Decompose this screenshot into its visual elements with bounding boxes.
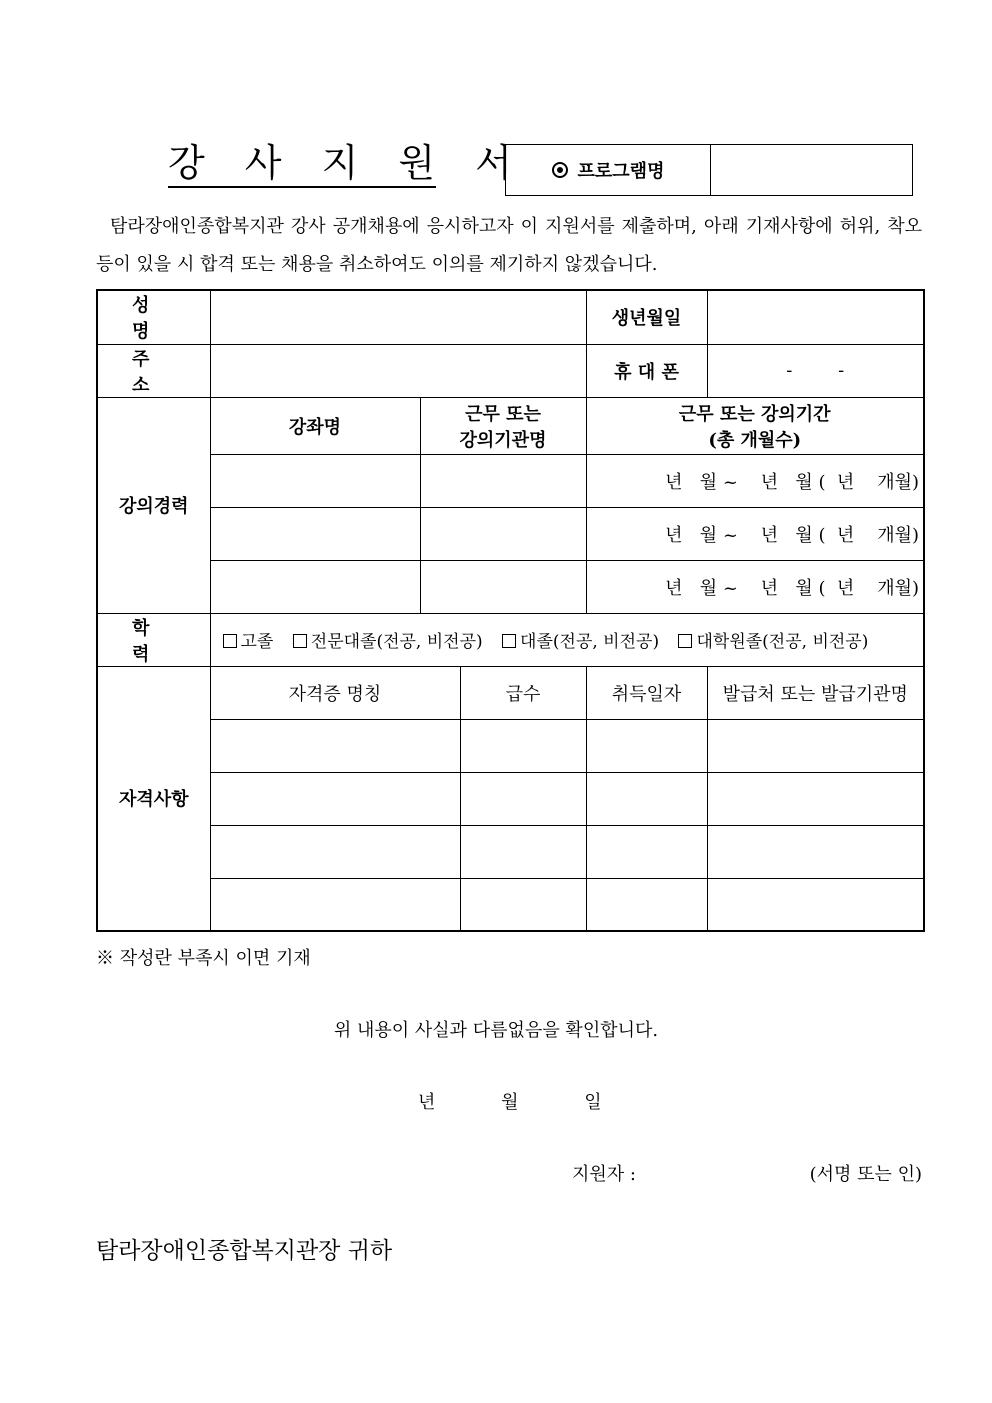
address-input[interactable] xyxy=(210,344,586,397)
career-header-period-line2: (총 개월수) xyxy=(708,429,802,451)
career-org-input[interactable] xyxy=(420,560,586,613)
career-row xyxy=(97,507,924,560)
education-option-graduate: 대학원졸(전공, 비전공) xyxy=(696,632,869,652)
program-name-box xyxy=(505,144,913,196)
program-name-label: 프로그램명 xyxy=(577,161,665,182)
qualification-issuer-input[interactable] xyxy=(707,825,924,878)
phone-label: 휴 대 폰 xyxy=(586,344,707,397)
qualification-header-name: 자격증 명칭 xyxy=(210,666,460,719)
qualification-date-input[interactable] xyxy=(586,719,707,772)
qualification-header-grade: 급수 xyxy=(460,666,586,719)
qualification-name-input[interactable] xyxy=(210,878,460,931)
checkbox-icon[interactable] xyxy=(678,634,692,648)
qualification-issuer-input[interactable] xyxy=(707,719,924,772)
career-label: 강의경력 xyxy=(97,397,210,613)
career-period-input[interactable]: 년 월 ~ 년 월 ( 년 개월) xyxy=(586,507,924,560)
career-course-input[interactable] xyxy=(210,507,420,560)
radio-selected-icon xyxy=(552,162,568,178)
career-header-course: 강좌명 xyxy=(210,397,420,454)
career-period-input[interactable]: 년 월 ~ 년 월 ( 년 개월) xyxy=(586,454,924,507)
confirmation-text: 위 내용이 사실과 다름없음을 확인합니다. xyxy=(333,1020,659,1041)
qualification-grade-input[interactable] xyxy=(460,772,586,825)
signature-line xyxy=(572,1160,922,1186)
qualification-label: 자격사항 xyxy=(97,666,210,931)
note-text: ※ 작성란 부족시 이면 기재 xyxy=(96,948,311,969)
career-org-input[interactable] xyxy=(420,507,586,560)
qualification-date-input[interactable] xyxy=(586,772,707,825)
qualification-date-input[interactable] xyxy=(586,825,707,878)
qualification-row xyxy=(97,825,924,878)
program-name-input[interactable] xyxy=(711,145,912,195)
career-row xyxy=(97,560,924,613)
qualification-header-issuer: 발급처 또는 발급기관명 xyxy=(707,666,924,719)
education-option-college: 전문대졸(전공, 비전공) xyxy=(310,632,483,652)
education-options xyxy=(210,613,924,666)
name-input[interactable] xyxy=(210,290,586,344)
checkbox-icon[interactable] xyxy=(502,634,516,648)
qualification-row xyxy=(97,878,924,931)
addressee: 탐라장애인종합복지관장 귀하 xyxy=(96,1238,393,1264)
career-header-org-line2: 강의기관명 xyxy=(459,429,547,451)
address-label: 주 소 xyxy=(97,344,210,397)
qualification-grade-input[interactable] xyxy=(460,878,586,931)
birthdate-input[interactable] xyxy=(707,290,924,344)
career-header-period xyxy=(586,397,924,454)
career-period-input[interactable]: 년 월 ~ 년 월 ( 년 개월) xyxy=(586,560,924,613)
page-title: 강 사 지 원 서 xyxy=(168,140,436,188)
qualification-name-input[interactable] xyxy=(210,772,460,825)
qualification-header-date: 취득일자 xyxy=(586,666,707,719)
applicant-label: 지원자 : xyxy=(572,1164,636,1185)
qualification-name-input[interactable] xyxy=(210,719,460,772)
intro-paragraph: 탐라장애인종합복지관 강사 공개채용에 응시하고자 이 지원서를 제출하며, 아래 기재사항에 허위, 착오 등이 있을 시 합격 또는 채용을 취소하여도 이의를 제기하지 않겠습니다. xyxy=(96,216,922,275)
career-header-org-line1: 근무 또는 xyxy=(465,403,541,425)
signature-mark: (서명 또는 인) xyxy=(809,1164,922,1185)
education-label: 학 력 xyxy=(97,613,210,666)
name-label: 성 명 xyxy=(97,290,210,344)
career-course-input[interactable] xyxy=(210,454,420,507)
birthdate-label: 생년월일 xyxy=(586,290,707,344)
career-header-org xyxy=(420,397,586,454)
checkbox-icon[interactable] xyxy=(223,634,237,648)
career-org-input[interactable] xyxy=(420,454,586,507)
qualification-name-input[interactable] xyxy=(210,825,460,878)
education-option-university: 대졸(전공, 비전공) xyxy=(520,632,660,652)
career-course-input[interactable] xyxy=(210,560,420,613)
qualification-grade-input[interactable] xyxy=(460,719,586,772)
qualification-grade-input[interactable] xyxy=(460,825,586,878)
date-line: 년 월 일 xyxy=(418,1092,602,1113)
phone-input[interactable]: - - xyxy=(707,344,924,397)
qualification-issuer-input[interactable] xyxy=(707,878,924,931)
qualification-row xyxy=(97,772,924,825)
education-option-highschool: 고졸 xyxy=(240,632,274,652)
qualification-date-input[interactable] xyxy=(586,878,707,931)
qualification-issuer-input[interactable] xyxy=(707,772,924,825)
career-row xyxy=(97,454,924,507)
checkbox-icon[interactable] xyxy=(293,634,307,648)
program-name-label-cell xyxy=(506,145,711,195)
career-header-period-line1: 근무 또는 강의기간 xyxy=(678,403,831,425)
application-form-table xyxy=(96,289,925,932)
qualification-row xyxy=(97,719,924,772)
